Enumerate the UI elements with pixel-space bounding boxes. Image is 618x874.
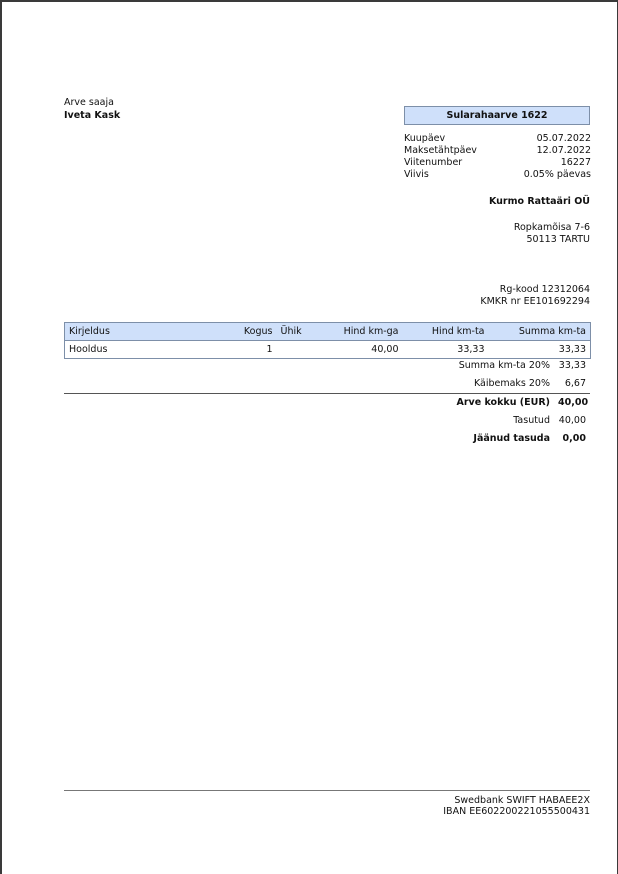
seller-vat-number: KMKR nr EE101692294: [480, 296, 590, 307]
total-label: Jäänud tasuda: [473, 433, 550, 444]
total-row-vat: [64, 375, 590, 393]
footer-divider: [64, 790, 590, 791]
col-header-price-with-vat: Hind km-ga: [317, 323, 403, 341]
seller-reg-code: Rg-kood 12312064: [499, 284, 590, 295]
meta-value: 16227: [560, 157, 591, 168]
meta-value: 12.07.2022: [536, 145, 591, 156]
invoice-meta: [404, 133, 591, 181]
seller-address-line2: 50113 TARTU: [526, 234, 590, 245]
col-header-quantity: Kogus: [233, 323, 277, 341]
recipient-label: Arve saaja: [64, 97, 114, 108]
meta-row-date: [404, 133, 591, 145]
cell-unit: [277, 341, 317, 359]
meta-row-due-date: [404, 145, 591, 157]
meta-row-reference: [404, 157, 591, 169]
recipient-name: Iveta Kask: [64, 110, 121, 121]
total-value: 33,33: [558, 360, 586, 371]
cell-quantity: 1: [233, 341, 277, 359]
table-row: [65, 341, 591, 359]
total-row-balance-due: [64, 430, 590, 448]
total-row-subtotal: [64, 357, 590, 375]
cell-description: Hooldus: [65, 341, 233, 359]
items-header-row: [65, 323, 591, 341]
total-label: Tasutud: [513, 415, 550, 426]
total-row-paid: [64, 412, 590, 430]
total-value: 40,00: [558, 397, 589, 408]
total-label: Arve kokku (EUR): [456, 397, 550, 408]
items-table: [64, 322, 591, 359]
total-row-grand-total: [64, 393, 590, 412]
total-value: 40,00: [558, 415, 586, 426]
cell-price-with-vat: 40,00: [317, 341, 403, 359]
seller-name: Kurmo Rattaäri OÜ: [488, 196, 590, 207]
totals-block: [64, 357, 590, 448]
invoice-title: Sularahaarve 1622: [404, 106, 590, 125]
footer-iban-line: IBAN EE602200221055500431: [443, 806, 590, 817]
meta-label: Kuupäev: [404, 133, 446, 144]
meta-label: Viivis: [404, 169, 429, 180]
seller-address-line1: Ropkamõisa 7-6: [513, 222, 590, 233]
cell-sum-without-vat: 33,33: [489, 341, 591, 359]
cell-price-without-vat: 33,33: [403, 341, 489, 359]
meta-value: 0.05% päevas: [523, 169, 591, 180]
col-header-price-without-vat: Hind km-ta: [403, 323, 489, 341]
total-label: Summa km-ta 20%: [458, 360, 550, 371]
total-label: Käibemaks 20%: [473, 378, 550, 389]
total-value: 6,67: [564, 378, 586, 389]
col-header-description: Kirjeldus: [65, 323, 233, 341]
col-header-unit: Ühik: [277, 323, 317, 341]
total-value: 0,00: [562, 433, 586, 444]
meta-label: Maksetähtpäev: [404, 145, 477, 156]
meta-value: 05.07.2022: [536, 133, 591, 144]
meta-label: Viitenumber: [404, 157, 463, 168]
meta-row-penalty: [404, 169, 591, 181]
footer-bank-line: Swedbank SWIFT HABAEE2X: [454, 795, 590, 806]
col-header-sum-without-vat: Summa km-ta: [489, 323, 591, 341]
